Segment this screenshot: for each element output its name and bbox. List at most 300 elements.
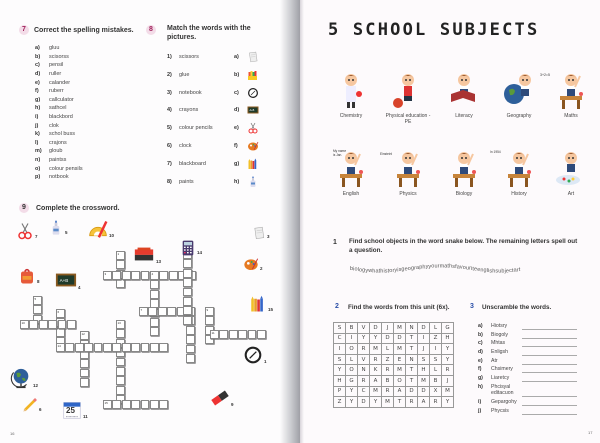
answer-line[interactable] [522, 355, 577, 356]
snake-letter: a [375, 268, 379, 275]
word-number: 6) [167, 143, 172, 149]
answer-line[interactable] [522, 364, 577, 365]
word-search-cell[interactable]: D [406, 386, 418, 397]
spelling-item [35, 104, 83, 113]
crayons-icon [247, 68, 259, 80]
crossword-cell[interactable] [103, 271, 112, 280]
word-search-cell[interactable]: J [418, 344, 430, 355]
clue-picture-number: 3 [267, 234, 270, 239]
crossword-cell[interactable] [80, 378, 89, 387]
item-label: n) [35, 157, 41, 164]
crossword-cell[interactable] [186, 345, 195, 354]
crossword-cell[interactable] [186, 354, 195, 363]
crossword-cell[interactable] [158, 307, 167, 316]
spelling-item [35, 173, 83, 182]
crossword-cell[interactable] [238, 330, 247, 339]
crossword-cell[interactable] [33, 296, 42, 305]
answer-line[interactable] [522, 346, 577, 347]
crossword-cell[interactable] [205, 316, 214, 325]
crossword-cell[interactable] [80, 369, 89, 378]
snake-letter: n [480, 267, 484, 274]
snake-letter: s [452, 263, 456, 270]
crossword-clue-number: 10 [21, 321, 25, 325]
match-word-item [167, 179, 194, 185]
crossword-cell[interactable] [29, 320, 38, 329]
word-search-cell[interactable]: A [370, 375, 382, 386]
snake-letter: o [359, 267, 363, 274]
crossword-cell[interactable] [205, 307, 214, 316]
word-search-cell[interactable]: J [382, 323, 394, 334]
crossword-cell[interactable] [122, 343, 131, 352]
word-search-row [334, 344, 454, 355]
exercise-1-title [349, 237, 589, 255]
word-search-cell[interactable]: Y [370, 397, 382, 408]
word-search-cell[interactable]: V [358, 323, 370, 334]
answer-line[interactable] [522, 414, 577, 415]
crossword-cell[interactable] [141, 271, 150, 280]
word-search-cell[interactable]: S [334, 323, 346, 334]
snake-letter: j [504, 268, 506, 275]
snake-letter: g [483, 267, 487, 274]
snake-letter: w [368, 268, 373, 275]
word-search-cell[interactable]: Y [334, 365, 346, 376]
crossword-cell[interactable] [150, 343, 159, 352]
scrambled-word: Phycsis [491, 407, 509, 414]
snake-letter: i [471, 266, 473, 273]
word-search-cell[interactable]: C [334, 333, 346, 344]
crossword-cell[interactable] [183, 269, 192, 278]
word-search-cell[interactable]: M [394, 323, 406, 334]
word-search-cell[interactable]: A [418, 397, 430, 408]
snake-letter: a [416, 264, 420, 271]
crossword-cell[interactable] [186, 335, 195, 344]
crossword-cell[interactable] [159, 343, 168, 352]
word-search-cell[interactable]: S [334, 354, 346, 365]
word-search-cell[interactable]: O [346, 365, 358, 376]
word-search-cell[interactable]: N [358, 365, 370, 376]
word-search-cell[interactable]: H [418, 365, 430, 376]
word-search-cell[interactable]: Y [370, 333, 382, 344]
crossword-cell[interactable] [169, 271, 178, 280]
word-search-cell[interactable]: Z [334, 397, 346, 408]
spelling-item [35, 70, 83, 79]
scrambled-word: Enligsh [491, 349, 509, 356]
subject-label: Maths [564, 113, 578, 119]
word-search-cell[interactable]: M [418, 375, 430, 386]
word-search-cell[interactable]: D [358, 397, 370, 408]
word-search-cell[interactable]: S [430, 354, 442, 365]
word-search-cell[interactable]: M [370, 344, 382, 355]
page-number-left: 16 [10, 431, 15, 436]
word-search-cell[interactable]: R [430, 397, 442, 408]
crossword-cell[interactable] [39, 320, 48, 329]
crossword-cell[interactable] [112, 271, 121, 280]
word-search-cell[interactable]: R [382, 386, 394, 397]
crossword-cell[interactable] [159, 400, 168, 409]
snake-letter: t [518, 267, 521, 274]
unscramble-item [478, 349, 519, 358]
crossword-cell[interactable] [150, 400, 159, 409]
answer-line[interactable] [522, 396, 577, 397]
match-word: glue [179, 71, 190, 78]
word-search-cell[interactable]: O [394, 375, 406, 386]
match-word: crayons [179, 107, 199, 114]
item-label: h) [478, 383, 483, 390]
word-search-cell[interactable]: A [394, 386, 406, 397]
snake-letter: u [498, 268, 502, 275]
word-search-cell[interactable]: Y [442, 354, 454, 365]
word-search-cell[interactable]: Y [346, 397, 358, 408]
crossword-cell[interactable] [122, 271, 131, 280]
word-search-cell[interactable]: R [406, 397, 418, 408]
word-search-cell[interactable]: S [418, 354, 430, 365]
subject-illustration [556, 70, 586, 110]
word-search-row [334, 323, 454, 334]
crossword-clue-number: 1 [117, 252, 120, 256]
word-search-cell[interactable]: I [430, 344, 442, 355]
crossword-cell[interactable] [186, 326, 195, 335]
word-search-cell[interactable]: D [370, 323, 382, 334]
crossword-cell[interactable] [75, 343, 84, 352]
snake-letter: o [354, 266, 358, 273]
crossword-cell[interactable] [150, 290, 159, 299]
word-search-cell[interactable]: M [394, 344, 406, 355]
crossword-cell[interactable] [257, 330, 266, 339]
unscramble-item [478, 332, 519, 341]
word-search-cell[interactable]: B [430, 375, 442, 386]
snake-letter: r [469, 265, 472, 272]
word-search-row [334, 397, 454, 408]
word-search-cell[interactable]: B [382, 375, 394, 386]
match-word-item [167, 125, 213, 131]
snake-letter: v [459, 264, 463, 271]
word-search-cell[interactable]: D [418, 386, 430, 397]
clue-picture-number: 4 [78, 285, 81, 290]
word-search-cell[interactable]: R [382, 365, 394, 376]
crossword-cell[interactable] [148, 307, 157, 316]
crossword-cell[interactable] [141, 343, 150, 352]
clock-icon [243, 345, 263, 370]
snake-letter: g [401, 266, 405, 273]
word-search-cell[interactable]: M [394, 365, 406, 376]
snake-letter: u [434, 263, 438, 270]
crossword-clue-number: 7 [140, 308, 143, 312]
match-word-item [167, 143, 192, 149]
word-search-cell[interactable]: M [442, 386, 454, 397]
word-search-cell[interactable]: T [406, 333, 418, 344]
snake-letter: h [372, 268, 376, 275]
snake-letter: t [511, 267, 514, 274]
word-search-cell[interactable]: N [406, 323, 418, 334]
crossword-cell[interactable] [131, 343, 140, 352]
item-label: f) [35, 88, 39, 95]
word-number: 3) [167, 89, 172, 96]
picture-label: g) [234, 160, 240, 167]
crossword-cell[interactable] [103, 343, 112, 352]
spelling-item [35, 113, 83, 122]
snake-letter: y [425, 264, 429, 271]
crossword-cell[interactable] [210, 330, 219, 339]
word-search-cell[interactable]: H [442, 333, 454, 344]
word-search-cell[interactable]: C [358, 386, 370, 397]
scrambled-word: Phcisyal editacuon [491, 383, 514, 396]
crossword-cell[interactable] [65, 343, 74, 352]
snake-letter: e [404, 266, 408, 273]
misspelled-word: notbook [49, 174, 69, 181]
crossword-cell[interactable] [80, 331, 89, 340]
crossword-cell[interactable] [131, 271, 140, 280]
snake-letter: s [398, 267, 402, 274]
exercise-8-number: 8 [146, 25, 156, 35]
word-search-cell[interactable]: T [406, 365, 418, 376]
word-search-cell[interactable]: N [406, 354, 418, 365]
word-search-cell[interactable]: X [430, 386, 442, 397]
word-search-cell[interactable]: I [346, 333, 358, 344]
crossword-cell[interactable] [219, 330, 228, 339]
match-word-item [167, 161, 206, 167]
snake-letter: o [462, 264, 466, 271]
word-search-cell[interactable]: Y [442, 344, 454, 355]
notepad-icon [247, 50, 259, 62]
word-search-cell[interactable]: D [394, 333, 406, 344]
crossword-clue-number: 3 [104, 272, 107, 276]
crossword-cell[interactable] [150, 280, 159, 289]
word-search-cell[interactable]: P [334, 386, 346, 397]
item-label: i) [35, 114, 39, 121]
clue-picture-number: 2 [260, 266, 263, 271]
spelling-item [35, 96, 83, 105]
misspelled-word: gluu [49, 45, 60, 52]
subject-illustration [449, 70, 479, 110]
word-search-cell[interactable]: E [394, 354, 406, 365]
word-search-cell[interactable]: Y [346, 386, 358, 397]
spelling-item [35, 147, 83, 156]
item-label: j) [35, 122, 39, 129]
crossword-cell[interactable] [150, 271, 159, 280]
exercise-8-title [167, 24, 251, 42]
snake-letter: o [389, 268, 393, 275]
snake-letter: a [456, 264, 460, 271]
word-search-cell[interactable]: V [358, 354, 370, 365]
word-search-cell[interactable]: R [370, 354, 382, 365]
spelling-item [35, 53, 83, 62]
eraser-icon [210, 388, 230, 413]
crossword-cell[interactable] [20, 320, 29, 329]
crossword-cell[interactable] [183, 288, 192, 297]
crossword-cell[interactable] [112, 343, 121, 352]
crossword-cell[interactable] [116, 358, 125, 367]
snake-letter: g [362, 267, 366, 274]
crossword-cell[interactable] [48, 320, 57, 329]
crossword-cell[interactable] [116, 367, 125, 376]
snake-letter: s [489, 268, 493, 275]
pencil-icon [22, 397, 38, 418]
crossword-cell[interactable] [150, 318, 159, 327]
crossword-cell[interactable] [80, 359, 89, 368]
answer-line[interactable] [522, 381, 577, 382]
word-search-cell[interactable]: I [334, 344, 346, 355]
snake-letter: c [509, 268, 512, 275]
answer-line[interactable] [522, 329, 577, 330]
word-search-cell[interactable]: H [334, 375, 346, 386]
crossword-cell[interactable] [116, 320, 125, 329]
crossword-cell[interactable] [94, 343, 103, 352]
item-label: i) [478, 398, 482, 405]
word-search-cell[interactable]: J [442, 375, 454, 386]
crossword-cell[interactable] [116, 251, 125, 260]
crossword-cell[interactable] [183, 306, 192, 315]
item-label: j) [478, 407, 482, 414]
crossword-cell[interactable] [116, 376, 125, 385]
subject-label: English [342, 191, 360, 197]
crossword-cell[interactable] [116, 279, 125, 288]
crossword-cell[interactable] [229, 330, 238, 339]
crossword-cell[interactable] [116, 329, 125, 338]
crossword-cell[interactable] [67, 320, 76, 329]
word-search-cell[interactable]: L [346, 354, 358, 365]
scrambled-word: Hiotsry [491, 323, 508, 329]
word-search-cell[interactable]: G [442, 323, 454, 334]
crossword-clue-number: 9 [206, 308, 209, 312]
answer-line[interactable] [522, 338, 577, 339]
spelling-list [35, 44, 83, 182]
snake-letter: t [447, 263, 450, 270]
crossword-cell[interactable] [150, 327, 159, 336]
subject-label: Physical education - PE [385, 113, 431, 125]
blackboard-icon [247, 103, 259, 115]
crossword-cell[interactable] [56, 343, 65, 352]
spelling-item [35, 164, 83, 173]
item-label: c) [478, 340, 483, 347]
snake-letter: o [407, 266, 411, 272]
snake-letter: h [422, 264, 426, 271]
word-search-cell[interactable]: D [418, 323, 430, 334]
word-search-cell[interactable]: G [346, 375, 358, 386]
crossword-cell[interactable] [58, 320, 67, 329]
crossword-cell[interactable] [141, 400, 150, 409]
word-search-cell[interactable]: K [370, 365, 382, 376]
crossword-clue-number: 12 [81, 332, 85, 336]
unscramble-item [478, 375, 519, 384]
crossword-cell[interactable] [116, 386, 125, 395]
snake-letter: y [365, 267, 369, 274]
word-search-cell[interactable]: R [358, 344, 370, 355]
word-search-cell[interactable]: B [346, 323, 358, 334]
crossword-cell[interactable] [56, 328, 65, 337]
word-search-cell[interactable]: T [394, 397, 406, 408]
word-search-cell[interactable]: L [430, 323, 442, 334]
snake-letter: r [437, 263, 440, 270]
crossword-cell[interactable] [103, 400, 112, 409]
snake-letter: r [516, 267, 519, 274]
crossword-cell[interactable] [139, 307, 148, 316]
exercise-9-number: 9 [19, 203, 29, 213]
snake-letter: y [394, 267, 398, 274]
word-search-cell[interactable]: Z [382, 354, 394, 365]
board-equation: 3+2=5 [540, 73, 550, 77]
subject-label: Literacy [455, 113, 473, 119]
speech-bubble: Einstein! [380, 152, 393, 156]
crossword-cell[interactable] [112, 400, 121, 409]
crossword-cell[interactable] [33, 305, 42, 314]
exercise-3-title: Unscramble the words. [482, 304, 552, 311]
answer-line[interactable] [522, 405, 577, 406]
spelling-item [35, 139, 83, 148]
word-search-cell[interactable]: R [442, 365, 454, 376]
word-number: 5) [167, 125, 172, 132]
crossword-clue-number: 15 [104, 401, 108, 405]
word-search-cell[interactable]: M [382, 397, 394, 408]
subject-illustration [393, 148, 423, 188]
word-search-cell[interactable]: D [382, 333, 394, 344]
picture-label: a) [234, 54, 239, 60]
scrambled-word: Gepargohy [491, 398, 517, 405]
crossword-cell[interactable] [131, 400, 140, 409]
match-word: blackboard [179, 160, 206, 167]
clue-picture-number: 10 [109, 233, 115, 238]
word-search-cell[interactable]: L [430, 365, 442, 376]
crossword-cell[interactable] [122, 400, 131, 409]
answer-line[interactable] [522, 372, 577, 373]
subject-label: Art [567, 191, 575, 197]
unscramble-item [478, 358, 519, 367]
picture-label: b) [234, 71, 240, 78]
subject-illustration [504, 70, 534, 110]
word-search-cell[interactable]: T [406, 344, 418, 355]
word-search-cell[interactable]: L [382, 344, 394, 355]
item-label: l) [35, 139, 39, 146]
crossword-cell[interactable] [183, 278, 192, 287]
crossword-cell[interactable] [84, 343, 93, 352]
word-search-cell[interactable]: M [370, 386, 382, 397]
subject-illustration [556, 148, 586, 188]
gutter-shadow [280, 0, 300, 443]
word-search-cell[interactable]: Y [442, 397, 454, 408]
match-word: scissors [179, 54, 199, 60]
word-number: 2) [167, 71, 172, 78]
crossword-cell[interactable] [248, 330, 257, 339]
crossword-cell[interactable] [183, 316, 192, 325]
word-search-cell[interactable]: I [418, 333, 430, 344]
crossword-clue-number: 4 [151, 272, 154, 276]
item-label: p) [35, 174, 41, 181]
word-search-cell[interactable]: Z [430, 333, 442, 344]
crossword-cell[interactable] [116, 260, 125, 269]
exercise-2-number: 2 [335, 303, 339, 310]
snake-letter: b [350, 266, 354, 272]
snake-letter: u [465, 265, 470, 272]
clue-picture-number: 12 [33, 383, 39, 388]
word-search-cell[interactable]: R [358, 375, 370, 386]
crossword-cell[interactable] [56, 309, 65, 318]
item-label: d) [478, 349, 483, 356]
word-search-grid [333, 322, 454, 408]
scrambled-word: Biogoly [491, 331, 509, 338]
subject-label: Geography [506, 113, 532, 119]
snake-letter: l [357, 267, 359, 274]
word-search-cell[interactable]: O [346, 344, 358, 355]
crossword-cell[interactable] [167, 307, 176, 316]
crossword-cell[interactable] [183, 297, 192, 306]
word-search-row [334, 365, 454, 376]
crossword-cell[interactable] [159, 271, 168, 280]
item-label: e) [35, 79, 40, 86]
misspelled-word: pensil [49, 62, 64, 69]
word-search-cell[interactable]: T [406, 375, 418, 386]
word-snake [350, 263, 521, 275]
word-search-cell[interactable]: Y [358, 333, 370, 344]
picture-label: f) [234, 143, 238, 149]
